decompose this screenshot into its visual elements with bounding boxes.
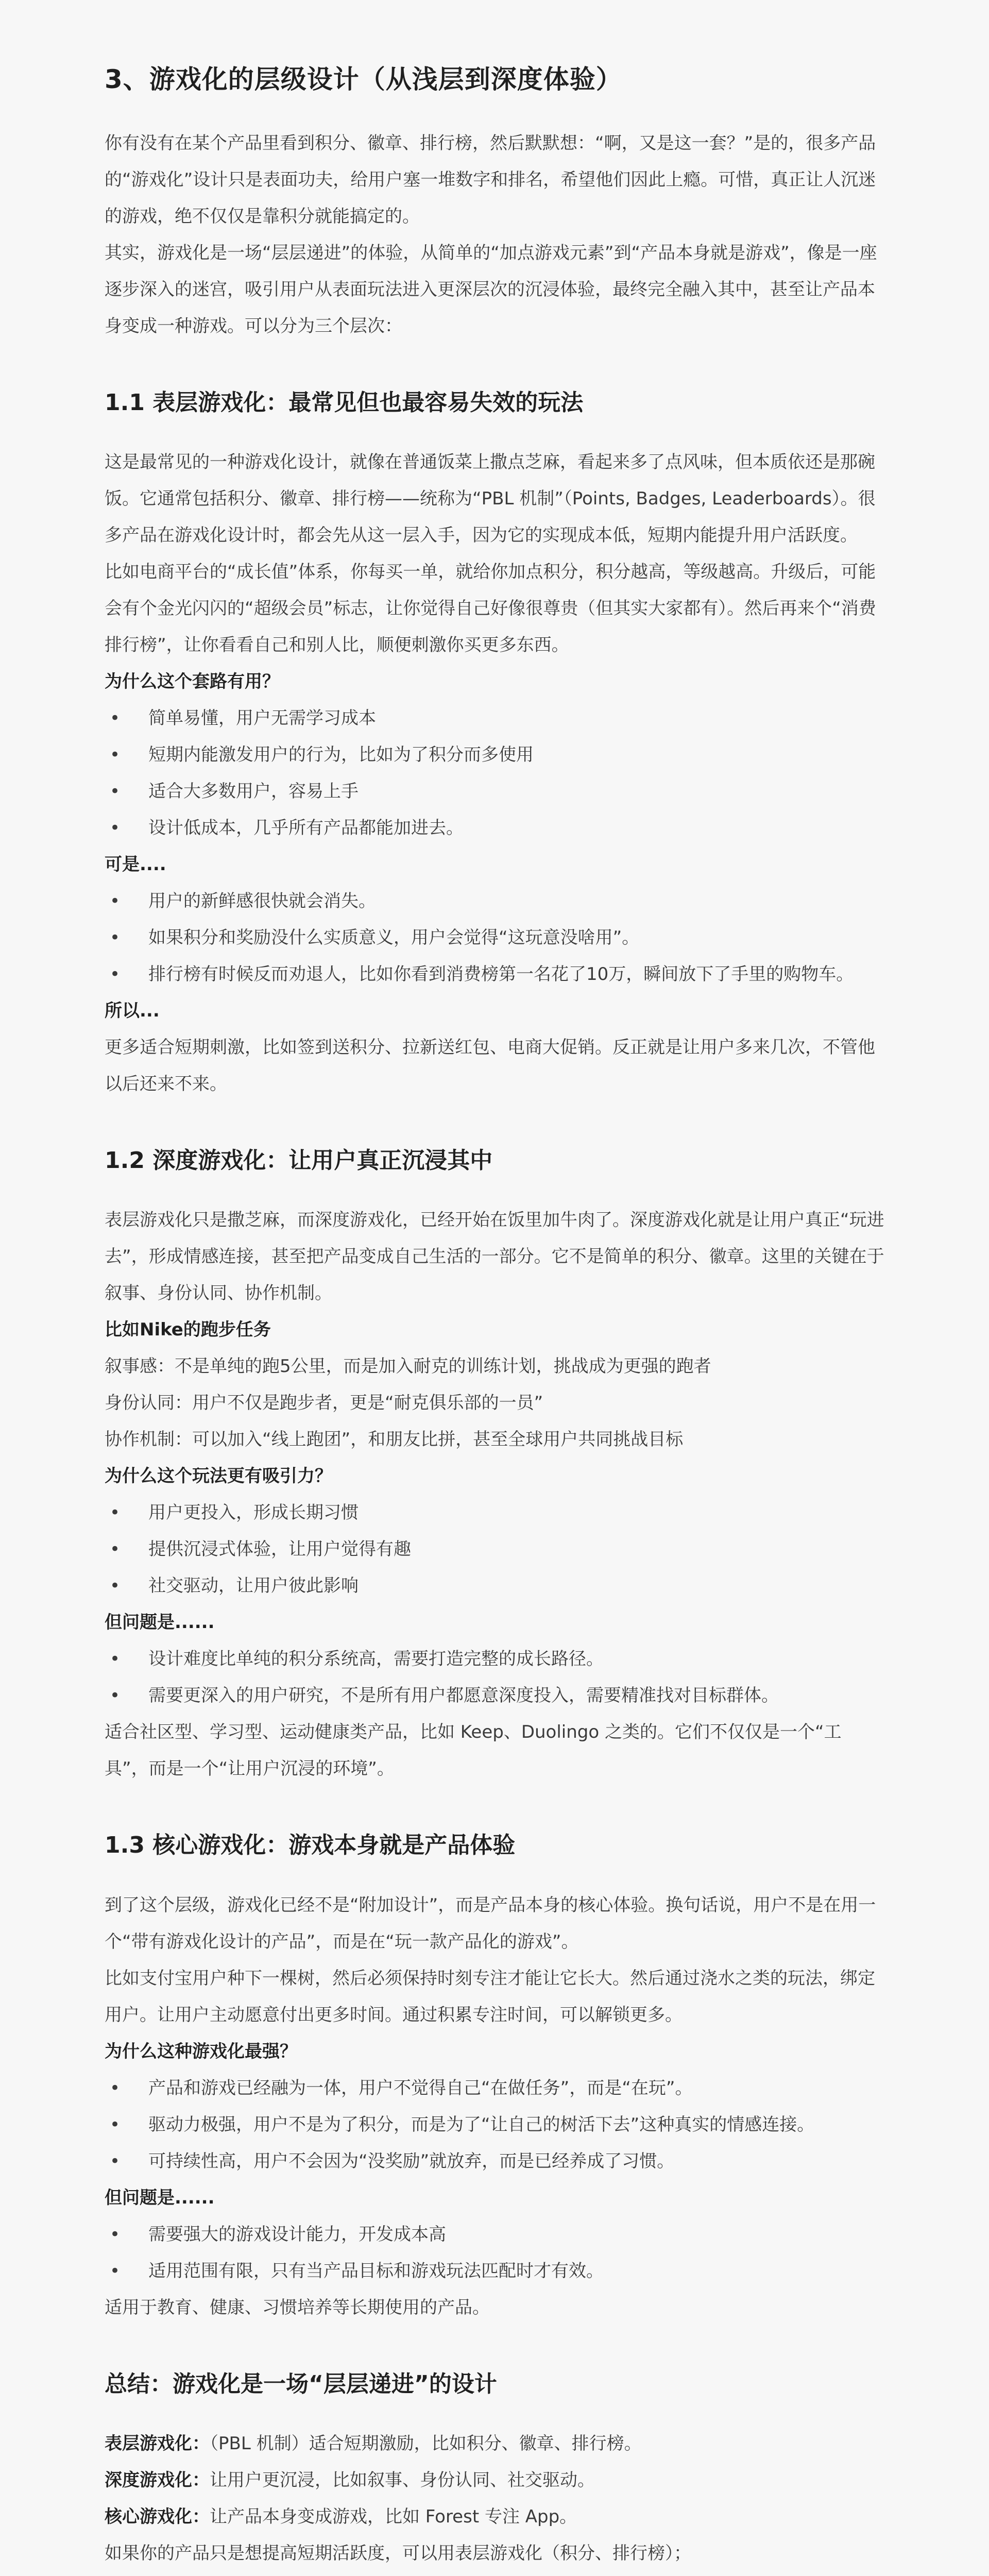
bold-label: 但问题是...... [105,2187,215,2208]
summary-line [105,2572,884,2576]
list-item-text: 适用范围有限，只有当产品目标和游戏玩法匹配时才有效。 [148,2260,604,2281]
bullet-icon: • [110,1649,121,1670]
list-item-text: 设计难度比单纯的积分系统高，需要打造完整的成长路径。 [148,1649,604,1670]
bullet-list [105,1495,884,1604]
list-item [105,1568,884,1604]
case-line: 叙事感：不是单纯的跑5公里，而是加入耐克的训练计划，挑战成为更强的跑者 [105,1356,711,1377]
summary-level [105,2462,884,2499]
list-item [105,2070,884,2107]
list-item-text: 适合大多数用户，容易上手 [148,781,359,802]
paragraph: 到了这个层级，游戏化已经不是“附加设计”，而是产品本身的核心体验。换句话说，用户不是在用一个“带有游戏化设计的产品”，而是在“玩一款产品化的游戏”。 [105,1894,876,1952]
summary-level-label: 核心游戏化： [105,2506,210,2527]
summary-level-label: 表层游戏化： [105,2433,210,2454]
list-item [105,1495,884,1531]
bold-label: 但问题是...... [105,1612,215,1633]
paragraph: 比如支付宝用户种下一棵树，然后必须保持时刻专注才能让它长大。然后通过浇水之类的玩法，绑定用户。让用户主动愿意付出更多时间。通过积累专注时间，可以解锁更多。 [105,1968,875,2025]
list-item [105,2216,884,2253]
list-item [105,883,884,920]
list-item-text: 可持续性高，用户不会因为“没奖励”就放弃，而是已经养成了习惯。 [148,2150,675,2172]
list-item-text: 需要强大的游戏设计能力，开发成本高 [148,2224,446,2245]
bullet-icon: • [110,1685,121,1706]
section-title: 3、游戏化的层级设计（从浅层到深度体验） [105,64,622,94]
list-item [105,1641,884,1677]
list-item [105,2143,884,2180]
bullet-list [105,2216,884,2290]
bold-label: 比如Nike的跑步任务 [105,1319,271,1341]
bold-label: 为什么这个玩法更有吸引力？ [105,1466,332,1487]
case-line: 协作机制：可以加入“线上跑团”，和朋友比拼，甚至全球用户共同挑战目标 [105,1429,684,1450]
bullet-icon: • [110,1575,121,1597]
list-item-text: 需要更深入的用户研究，不是所有用户都愿意深度投入，需要精准找对目标群体。 [148,1685,779,1706]
summary-level-label: 深度游戏化： [105,2469,210,2490]
bullet-list [105,1641,884,1714]
bullet-icon: • [110,927,121,948]
list-item [105,700,884,737]
bullet-icon: • [110,2114,121,2135]
list-item-text: 提供沉浸式体验，让用户觉得有趣 [148,1539,411,1560]
summary-level-text: 让产品本身变成游戏，比如 Forest 专注 App。 [210,2506,577,2527]
list-item-text: 简单易懂，用户无需学习成本 [148,708,376,729]
summary-level-text: （PBL 机制）适合短期激励，比如积分、徽章、排行榜。 [210,2433,642,2454]
bullet-icon: • [110,891,121,912]
bullet-list [105,883,884,993]
bullet-icon: • [110,1502,121,1523]
paragraph: 比如电商平台的“成长值”体系，你每买一单，就给你加点积分，积分越高，等级越高。升级后，可能会有个金光闪闪的“超级会员”标志，让你觉得自己好像很尊贵（但其实大家都有）。然后再来个“消费排行榜”，让你看看自己和别人比，顺便刺激你买更多东西。 [105,562,876,656]
list-item-text: 社交驱动，让用户彼此影响 [148,1575,359,1597]
list-item [105,737,884,773]
list-item-text: 设计低成本，几乎所有产品都能加进去。 [148,818,464,839]
intro-paragraph: 其实，游戏化是一场“层层递进”的体验，从简单的“加点游戏元素”到“产品本身就是游戏”，像是一座逐步深入的迷宫，吸引用户从表面玩法进入更深层次的沉浸体验，最终完全融入其中，甚至让产品本身变成一种游戏。可以分为三个层次： [105,243,877,336]
bullet-icon: • [110,708,121,729]
list-item [105,956,884,993]
paragraph: 适合社区型、学习型、运动健康类产品，比如 Keep、Duolingo 之类的。它们不仅仅是一个“工具”，而是一个“让用户沉浸的环境”。 [105,1722,842,1780]
bullet-icon: • [110,1539,121,1560]
summary-line: 如果你的产品只是想提高短期活跃度，可以用表层游戏化（积分、排行榜）； [105,2543,691,2564]
paragraph: 表层游戏化只是撒芝麻，而深度游戏化，已经开始在饭里加牛肉了。深度游戏化就是让用户真正“玩进去”，形成情感连接，甚至把产品变成自己生活的一部分。它不是简单的积分、徽章。这里的关键在于叙事、身份认同、协作机制。 [105,1210,884,1304]
list-item [105,920,884,956]
bullet-icon: • [110,818,121,839]
list-item-text: 排行榜有时候反而劝退人，比如你看到消费榜第一名花了10万，瞬间放下了手里的购物车。 [148,964,854,985]
bullet-icon: • [110,2260,121,2281]
paragraph: 更多适合短期刺激，比如签到送积分、拉新送红包、电商大促销。反正就是让用户多来几次，不管他以后还来不来。 [105,1037,875,1095]
list-item-text: 用户的新鲜感很快就会消失。 [148,891,376,912]
case-line: 身份认同：用户不仅是跑步者，更是“耐克俱乐部的一员” [105,1393,543,1414]
list-item [105,1531,884,1568]
bullet-list [105,700,884,846]
bold-label: 可是.... [105,854,166,875]
list-item-text: 短期内能激发用户的行为，比如为了积分而多使用 [148,744,534,766]
bold-label: 所以... [105,1001,160,1022]
bullet-icon: • [110,781,121,802]
bullet-list [105,2070,884,2180]
summary-title: 总结：游戏化是一场“层层递进”的设计 [105,2370,497,2397]
subsection-title-core: 1.3 核心游戏化：游戏本身就是产品体验 [105,1832,516,1859]
summary-level [105,2426,884,2462]
list-item [105,2107,884,2143]
list-item-text: 产品和游戏已经融为一体，用户不觉得自己“在做任务”，而是“在玩”。 [148,2077,693,2098]
paragraph: 适用于教育、健康、习惯培养等长期使用的产品。 [105,2297,490,2318]
bullet-icon: • [110,2077,121,2098]
subsection-title-deep: 1.2 深度游戏化：让用户真正沉浸其中 [105,1147,493,1174]
list-item [105,2253,884,2290]
list-item [105,810,884,846]
bold-label: 为什么这个套路有用？ [105,671,280,692]
summary-level [105,2499,884,2535]
list-item [105,773,884,810]
list-item-text: 用户更投入，形成长期习惯 [148,1502,359,1523]
bold-label: 为什么这种游戏化最强？ [105,2041,297,2062]
bullet-icon: • [110,2224,121,2245]
bullet-icon: • [110,744,121,766]
summary-level-text: 让用户更沉浸，比如叙事、身份认同、社交驱动。 [210,2469,595,2490]
intro-paragraph: 你有没有在某个产品里看到积分、徽章、排行榜，然后默默想：“啊，又是这一套？”是的，很多产品的“游戏化”设计只是表面功夫，给用户塞一堆数字和排名，希望他们因此上瘾。可惜，真正让人沉迷的游戏，绝不仅仅是靠积分就能搞定的。 [105,133,876,227]
list-item-text: 驱动力极强，用户不是为了积分，而是为了“让自己的树活下去”这种真实的情感连接。 [148,2114,815,2135]
paragraph: 这是最常见的一种游戏化设计，就像在普通饭菜上撒点芝麻，看起来多了点风味，但本质依还是那碗饭。它通常包括积分、徽章、排行榜——统称为“PBL 机制”（Points, Badges, Leaderboards）。很多产品在游戏化设计时，都会先从这一层入手，因为它的实现成本低，短期内能提升用户活跃度。 [105,452,876,546]
bullet-icon: • [110,964,121,985]
list-item [105,1677,884,1714]
list-item-text: 如果积分和奖励没什么实质意义，用户会觉得“这玩意没啥用”。 [148,927,640,948]
bullet-icon: • [110,2150,121,2172]
subsection-title-surface: 1.1 表层游戏化：最常见但也最容易失效的玩法 [105,389,584,416]
